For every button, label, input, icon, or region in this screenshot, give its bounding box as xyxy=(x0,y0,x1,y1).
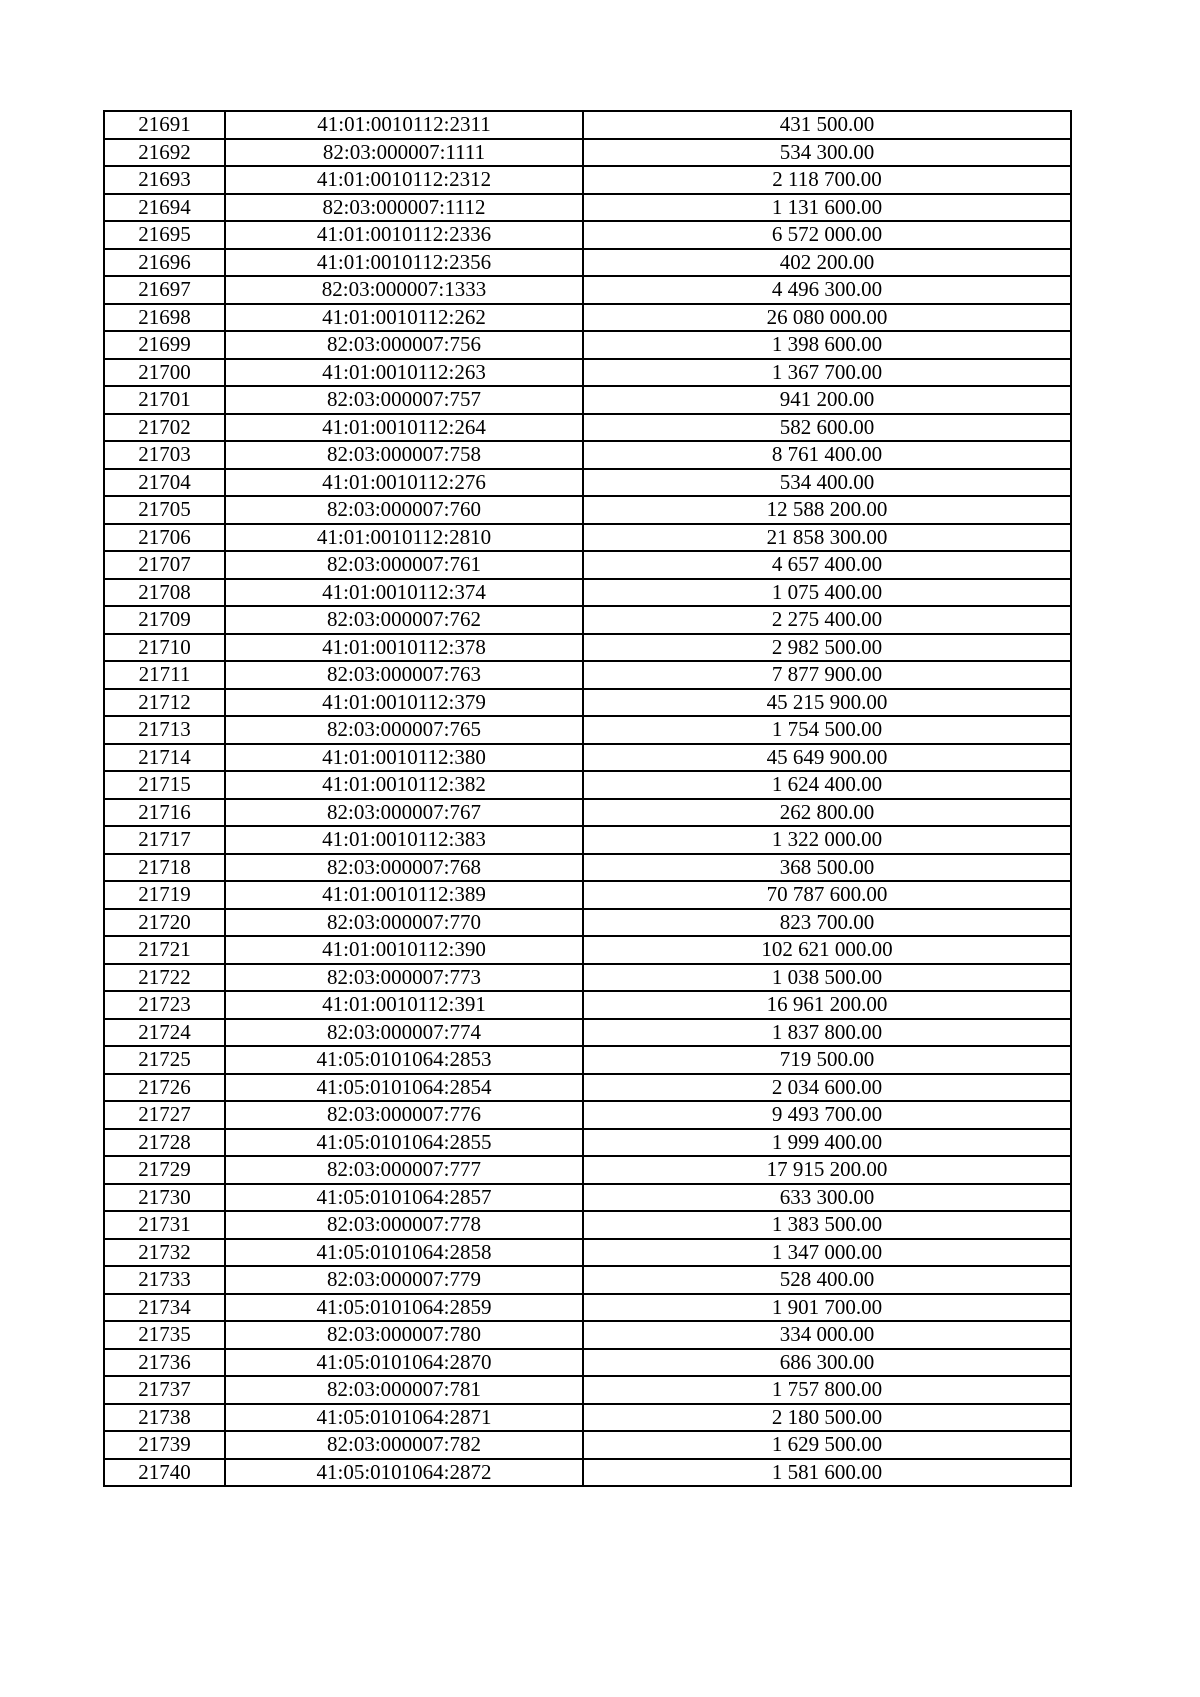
cadastral-number-cell: 82:03:000007:757 xyxy=(225,386,583,414)
cadastral-number-cell: 41:05:0101064:2855 xyxy=(225,1129,583,1157)
cadastral-value-table xyxy=(103,110,1072,1487)
cadastral-number-cell: 82:03:000007:774 xyxy=(225,1019,583,1047)
table-row xyxy=(104,771,1071,799)
table-row xyxy=(104,276,1071,304)
table-row xyxy=(104,661,1071,689)
table-row xyxy=(104,1074,1071,1102)
row-number-cell: 21717 xyxy=(104,826,225,854)
table-row xyxy=(104,166,1071,194)
cadastral-value-cell: 1 367 700.00 xyxy=(583,359,1071,387)
table-row xyxy=(104,1046,1071,1074)
cadastral-number-cell: 41:05:0101064:2857 xyxy=(225,1184,583,1212)
table-row xyxy=(104,496,1071,524)
cadastral-value-cell: 1 999 400.00 xyxy=(583,1129,1071,1157)
cadastral-number-cell: 41:05:0101064:2871 xyxy=(225,1404,583,1432)
cadastral-value-cell: 4 496 300.00 xyxy=(583,276,1071,304)
cadastral-number-cell: 41:01:0010112:262 xyxy=(225,304,583,332)
cadastral-number-cell: 82:03:000007:758 xyxy=(225,441,583,469)
table-row xyxy=(104,1459,1071,1487)
row-number-cell: 21732 xyxy=(104,1239,225,1267)
cadastral-value-cell: 1 398 600.00 xyxy=(583,331,1071,359)
table-row xyxy=(104,551,1071,579)
row-number-cell: 21720 xyxy=(104,909,225,937)
cadastral-value-cell: 17 915 200.00 xyxy=(583,1156,1071,1184)
row-number-cell: 21724 xyxy=(104,1019,225,1047)
row-number-cell: 21691 xyxy=(104,111,225,139)
table-row xyxy=(104,139,1071,167)
table-row xyxy=(104,524,1071,552)
row-number-cell: 21692 xyxy=(104,139,225,167)
cadastral-number-cell: 41:01:0010112:2336 xyxy=(225,221,583,249)
cadastral-number-cell: 41:01:0010112:383 xyxy=(225,826,583,854)
cadastral-number-cell: 82:03:000007:779 xyxy=(225,1266,583,1294)
cadastral-value-cell: 45 649 900.00 xyxy=(583,744,1071,772)
cadastral-number-cell: 41:05:0101064:2854 xyxy=(225,1074,583,1102)
cadastral-number-cell: 41:01:0010112:390 xyxy=(225,936,583,964)
row-number-cell: 21708 xyxy=(104,579,225,607)
row-number-cell: 21740 xyxy=(104,1459,225,1487)
table-row xyxy=(104,359,1071,387)
cadastral-value-cell: 1 837 800.00 xyxy=(583,1019,1071,1047)
table-row xyxy=(104,221,1071,249)
table-row xyxy=(104,331,1071,359)
cadastral-number-cell: 41:01:0010112:276 xyxy=(225,469,583,497)
cadastral-value-cell: 6 572 000.00 xyxy=(583,221,1071,249)
table-row xyxy=(104,1239,1071,1267)
cadastral-value-cell: 334 000.00 xyxy=(583,1321,1071,1349)
row-number-cell: 21735 xyxy=(104,1321,225,1349)
table-row xyxy=(104,386,1071,414)
cadastral-number-cell: 41:01:0010112:2810 xyxy=(225,524,583,552)
cadastral-value-cell: 719 500.00 xyxy=(583,1046,1071,1074)
table-row xyxy=(104,799,1071,827)
row-number-cell: 21731 xyxy=(104,1211,225,1239)
table-row xyxy=(104,1019,1071,1047)
cadastral-number-cell: 41:05:0101064:2859 xyxy=(225,1294,583,1322)
row-number-cell: 21710 xyxy=(104,634,225,662)
row-number-cell: 21718 xyxy=(104,854,225,882)
cadastral-value-cell: 21 858 300.00 xyxy=(583,524,1071,552)
row-number-cell: 21734 xyxy=(104,1294,225,1322)
row-number-cell: 21727 xyxy=(104,1101,225,1129)
cadastral-value-cell: 2 034 600.00 xyxy=(583,1074,1071,1102)
table-row xyxy=(104,469,1071,497)
table-row xyxy=(104,249,1071,277)
cadastral-value-cell: 2 275 400.00 xyxy=(583,606,1071,634)
row-number-cell: 21737 xyxy=(104,1376,225,1404)
row-number-cell: 21739 xyxy=(104,1431,225,1459)
table-row xyxy=(104,1376,1071,1404)
table-row xyxy=(104,716,1071,744)
table-row xyxy=(104,909,1071,937)
row-number-cell: 21733 xyxy=(104,1266,225,1294)
table-row xyxy=(104,991,1071,1019)
table-row xyxy=(104,1156,1071,1184)
cadastral-number-cell: 41:01:0010112:2311 xyxy=(225,111,583,139)
cadastral-value-cell: 70 787 600.00 xyxy=(583,881,1071,909)
cadastral-value-cell: 368 500.00 xyxy=(583,854,1071,882)
cadastral-value-cell: 686 300.00 xyxy=(583,1349,1071,1377)
table-row xyxy=(104,1211,1071,1239)
table-row xyxy=(104,689,1071,717)
cadastral-number-cell: 82:03:000007:773 xyxy=(225,964,583,992)
cadastral-value-cell: 1 757 800.00 xyxy=(583,1376,1071,1404)
cadastral-number-cell: 82:03:000007:762 xyxy=(225,606,583,634)
cadastral-value-cell: 1 038 500.00 xyxy=(583,964,1071,992)
row-number-cell: 21725 xyxy=(104,1046,225,1074)
cadastral-value-cell: 1 075 400.00 xyxy=(583,579,1071,607)
table-row xyxy=(104,1266,1071,1294)
table-row xyxy=(104,1101,1071,1129)
row-number-cell: 21705 xyxy=(104,496,225,524)
table-row xyxy=(104,1404,1071,1432)
cadastral-value-cell: 1 624 400.00 xyxy=(583,771,1071,799)
row-number-cell: 21729 xyxy=(104,1156,225,1184)
row-number-cell: 21728 xyxy=(104,1129,225,1157)
row-number-cell: 21722 xyxy=(104,964,225,992)
row-number-cell: 21695 xyxy=(104,221,225,249)
table-row xyxy=(104,194,1071,222)
cadastral-value-cell: 2 982 500.00 xyxy=(583,634,1071,662)
cadastral-value-cell: 9 493 700.00 xyxy=(583,1101,1071,1129)
row-number-cell: 21714 xyxy=(104,744,225,772)
row-number-cell: 21700 xyxy=(104,359,225,387)
cadastral-value-cell: 1 754 500.00 xyxy=(583,716,1071,744)
cadastral-number-cell: 82:03:000007:767 xyxy=(225,799,583,827)
cadastral-value-cell: 1 629 500.00 xyxy=(583,1431,1071,1459)
row-number-cell: 21693 xyxy=(104,166,225,194)
cadastral-number-cell: 82:03:000007:776 xyxy=(225,1101,583,1129)
cadastral-number-cell: 82:03:000007:780 xyxy=(225,1321,583,1349)
cadastral-value-cell: 4 657 400.00 xyxy=(583,551,1071,579)
row-number-cell: 21709 xyxy=(104,606,225,634)
cadastral-number-cell: 41:05:0101064:2870 xyxy=(225,1349,583,1377)
cadastral-value-cell: 534 400.00 xyxy=(583,469,1071,497)
cadastral-number-cell: 41:01:0010112:379 xyxy=(225,689,583,717)
cadastral-value-cell: 431 500.00 xyxy=(583,111,1071,139)
cadastral-value-cell: 16 961 200.00 xyxy=(583,991,1071,1019)
table-row xyxy=(104,881,1071,909)
row-number-cell: 21712 xyxy=(104,689,225,717)
row-number-cell: 21694 xyxy=(104,194,225,222)
table-row xyxy=(104,579,1071,607)
cadastral-number-cell: 41:01:0010112:264 xyxy=(225,414,583,442)
row-number-cell: 21738 xyxy=(104,1404,225,1432)
row-number-cell: 21713 xyxy=(104,716,225,744)
table-row xyxy=(104,854,1071,882)
cadastral-number-cell: 82:03:000007:768 xyxy=(225,854,583,882)
cadastral-value-cell: 2 118 700.00 xyxy=(583,166,1071,194)
cadastral-value-cell: 262 800.00 xyxy=(583,799,1071,827)
cadastral-value-cell: 26 080 000.00 xyxy=(583,304,1071,332)
cadastral-value-cell: 102 621 000.00 xyxy=(583,936,1071,964)
row-number-cell: 21704 xyxy=(104,469,225,497)
table-row xyxy=(104,111,1071,139)
table-row xyxy=(104,1431,1071,1459)
cadastral-value-cell: 941 200.00 xyxy=(583,386,1071,414)
cadastral-value-cell: 1 901 700.00 xyxy=(583,1294,1071,1322)
row-number-cell: 21698 xyxy=(104,304,225,332)
cadastral-value-cell: 12 588 200.00 xyxy=(583,496,1071,524)
cadastral-value-cell: 7 877 900.00 xyxy=(583,661,1071,689)
cadastral-number-cell: 41:05:0101064:2853 xyxy=(225,1046,583,1074)
row-number-cell: 21716 xyxy=(104,799,225,827)
row-number-cell: 21730 xyxy=(104,1184,225,1212)
cadastral-value-cell: 45 215 900.00 xyxy=(583,689,1071,717)
cadastral-number-cell: 41:01:0010112:2356 xyxy=(225,249,583,277)
cadastral-value-cell: 1 383 500.00 xyxy=(583,1211,1071,1239)
table-body xyxy=(104,111,1071,1486)
cadastral-value-cell: 1 322 000.00 xyxy=(583,826,1071,854)
cadastral-value-cell: 1 581 600.00 xyxy=(583,1459,1071,1487)
row-number-cell: 21706 xyxy=(104,524,225,552)
row-number-cell: 21719 xyxy=(104,881,225,909)
row-number-cell: 21721 xyxy=(104,936,225,964)
table-row xyxy=(104,304,1071,332)
cadastral-value-cell: 8 761 400.00 xyxy=(583,441,1071,469)
cadastral-number-cell: 82:03:000007:760 xyxy=(225,496,583,524)
cadastral-number-cell: 82:03:000007:770 xyxy=(225,909,583,937)
table-row xyxy=(104,1129,1071,1157)
cadastral-value-cell: 402 200.00 xyxy=(583,249,1071,277)
cadastral-number-cell: 41:01:0010112:389 xyxy=(225,881,583,909)
cadastral-value-cell: 528 400.00 xyxy=(583,1266,1071,1294)
cadastral-number-cell: 82:03:000007:763 xyxy=(225,661,583,689)
cadastral-value-cell: 1 347 000.00 xyxy=(583,1239,1071,1267)
cadastral-number-cell: 41:05:0101064:2872 xyxy=(225,1459,583,1487)
cadastral-number-cell: 82:03:000007:756 xyxy=(225,331,583,359)
cadastral-value-cell: 1 131 600.00 xyxy=(583,194,1071,222)
cadastral-number-cell: 82:03:000007:778 xyxy=(225,1211,583,1239)
table-row xyxy=(104,964,1071,992)
cadastral-number-cell: 82:03:000007:1111 xyxy=(225,139,583,167)
row-number-cell: 21707 xyxy=(104,551,225,579)
table-row xyxy=(104,826,1071,854)
table-row xyxy=(104,441,1071,469)
row-number-cell: 21699 xyxy=(104,331,225,359)
row-number-cell: 21697 xyxy=(104,276,225,304)
row-number-cell: 21696 xyxy=(104,249,225,277)
table-row xyxy=(104,1184,1071,1212)
table-row xyxy=(104,606,1071,634)
cadastral-value-cell: 582 600.00 xyxy=(583,414,1071,442)
row-number-cell: 21703 xyxy=(104,441,225,469)
table-row xyxy=(104,1321,1071,1349)
table-row xyxy=(104,1349,1071,1377)
row-number-cell: 21726 xyxy=(104,1074,225,1102)
row-number-cell: 21736 xyxy=(104,1349,225,1377)
cadastral-value-cell: 534 300.00 xyxy=(583,139,1071,167)
cadastral-number-cell: 41:01:0010112:380 xyxy=(225,744,583,772)
cadastral-number-cell: 41:01:0010112:374 xyxy=(225,579,583,607)
cadastral-number-cell: 41:01:0010112:382 xyxy=(225,771,583,799)
cadastral-number-cell: 82:03:000007:765 xyxy=(225,716,583,744)
cadastral-number-cell: 82:03:000007:1333 xyxy=(225,276,583,304)
cadastral-value-cell: 2 180 500.00 xyxy=(583,1404,1071,1432)
cadastral-value-cell: 823 700.00 xyxy=(583,909,1071,937)
row-number-cell: 21702 xyxy=(104,414,225,442)
table-row xyxy=(104,744,1071,772)
cadastral-number-cell: 82:03:000007:781 xyxy=(225,1376,583,1404)
table-row xyxy=(104,936,1071,964)
table-row xyxy=(104,1294,1071,1322)
row-number-cell: 21715 xyxy=(104,771,225,799)
cadastral-number-cell: 82:03:000007:777 xyxy=(225,1156,583,1184)
table-row xyxy=(104,634,1071,662)
row-number-cell: 21701 xyxy=(104,386,225,414)
cadastral-number-cell: 82:03:000007:1112 xyxy=(225,194,583,222)
cadastral-number-cell: 41:01:0010112:378 xyxy=(225,634,583,662)
cadastral-value-cell: 633 300.00 xyxy=(583,1184,1071,1212)
cadastral-number-cell: 41:05:0101064:2858 xyxy=(225,1239,583,1267)
row-number-cell: 21723 xyxy=(104,991,225,1019)
cadastral-number-cell: 41:01:0010112:391 xyxy=(225,991,583,1019)
cadastral-number-cell: 82:03:000007:761 xyxy=(225,551,583,579)
row-number-cell: 21711 xyxy=(104,661,225,689)
cadastral-number-cell: 41:01:0010112:2312 xyxy=(225,166,583,194)
cadastral-number-cell: 82:03:000007:782 xyxy=(225,1431,583,1459)
cadastral-number-cell: 41:01:0010112:263 xyxy=(225,359,583,387)
table-row xyxy=(104,414,1071,442)
